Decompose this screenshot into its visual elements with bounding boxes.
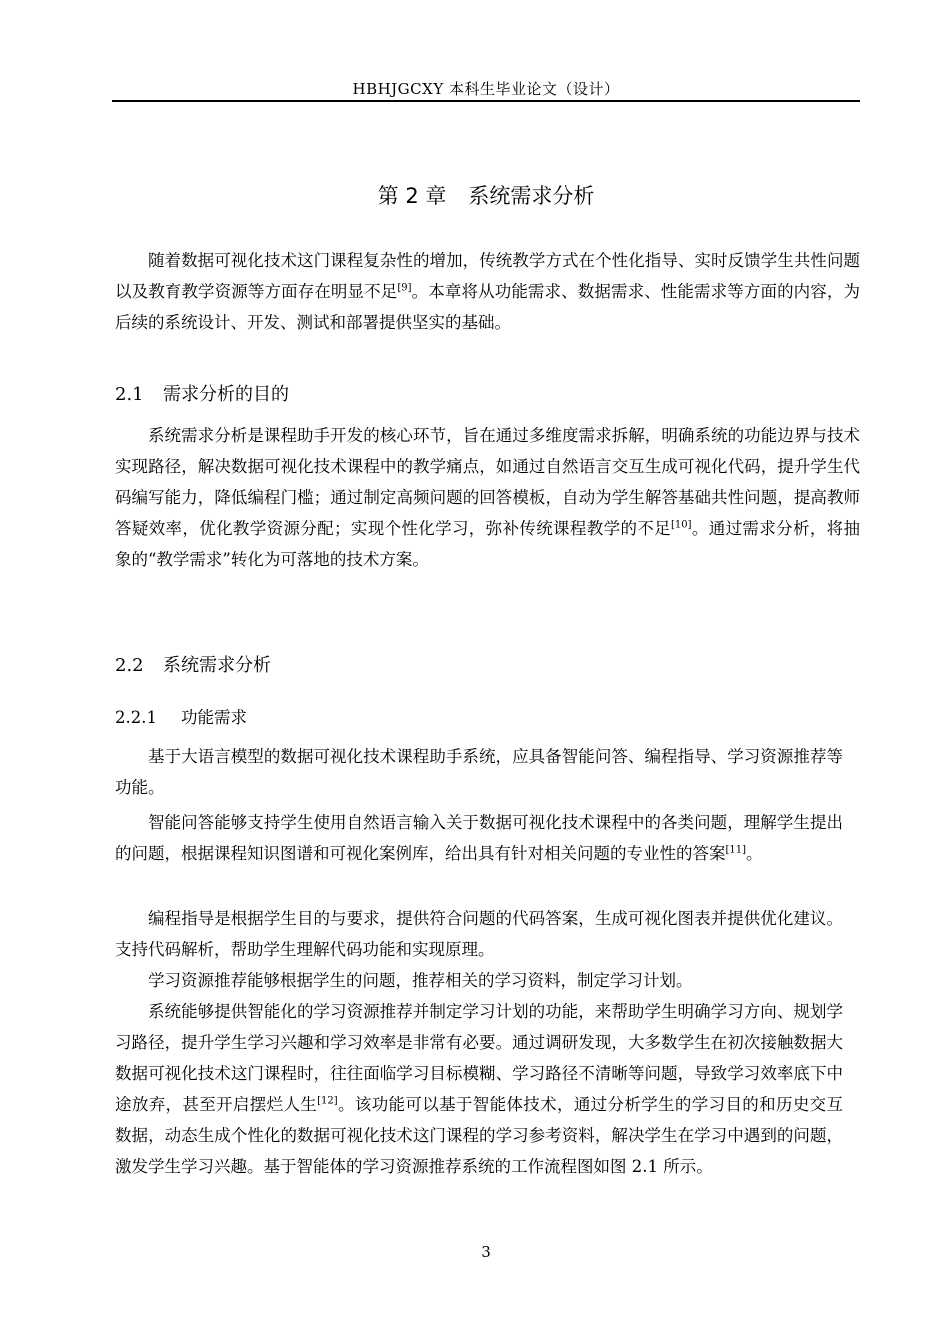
functional-req-paragraph-1: 基于大语言模型的数据可视化技术课程助手系统，应具备智能问答、编程指导、学习资源推荐等功能。 (115, 747, 843, 797)
section-heading-2-2-1: 2.2.1 功能需求 (115, 708, 247, 727)
functional-req-paragraph-3: 编程指导是根据学生目的与要求，提供符合问题的代码答案，生成可视化图表并提供优化建议。支持代码解析，帮助学生理解代码功能和实现原理。 (115, 909, 843, 959)
chapter-title (112, 180, 860, 210)
section-heading-2-2: 2.2 系统需求分析 (115, 655, 271, 676)
intro-paragraph: 随着数据可视化技术这门课程复杂性的增加，传统教学方式在个性化指导、实时反馈学生共性问题以及教育教学资源等方面存在明显不足[9]。本章将从功能需求、数据需求、性能需求等方面的内容，为后续的系统设计、开发、测试和部署提供坚实的基础。 (115, 251, 861, 332)
header-rule (112, 100, 860, 102)
functional-req-paragraph-5: 系统能够提供智能化的学习资源推荐并制定学习计划的功能，来帮助学生明确学习方向、规划学习路径，提升学生学习兴趣和学习效率是非常有必要。通过调研发现，大多数学生在初次接触数据大数据可视化技术这门课程时，往往面临学习目标模糊、学习路径不清晰等问题，导致学习效率底下中途放弃，甚至开启摆烂人生[12]。该功能可以基于智能体技术，通过分析学生的学习目的和历史交互数据，动态生成个性化的数据可视化技术这门课程的学习参考资料，解决学生在学习中遇到的问题，激发学生学习兴趣。基于智能体的学习资源推荐系统的工作流程图如图 2.1 所示。 (115, 1002, 844, 1176)
citation-ref: [12] (317, 1095, 338, 1107)
running-header: HBHJGCXY 本科生毕业论文（设计） (352, 80, 620, 98)
section-heading-2-1: 2.1 需求分析的目的 (115, 384, 289, 405)
citation-ref: [10] (671, 519, 692, 531)
page-number: 3 (481, 1243, 491, 1261)
chapter-name: 系统需求分析 (468, 184, 595, 208)
citation-ref: [11] (725, 844, 747, 856)
functional-req-paragraph-2: 智能问答能够支持学生使用自然语言输入关于数据可视化技术课程中的各类问题，理解学生提出的问题，根据课程知识图谱和可视化案例库，给出具有针对相关问题的专业性的答案[11]。 (115, 813, 843, 863)
section-2-1-paragraph: 系统需求分析是课程助手开发的核心环节，旨在通过多维度需求拆解，明确系统的功能边界与技术实现路径，解决数据可视化技术课程中的教学痛点，如通过自然语言交互生成可视化代码，提升学生代码编写能力，降低编程门槛；通过制定高频问题的回答模板，自动为学生解答基础共性问题，提高教师答疑效率，优化教学资源分配；实现个性化学习，弥补传统课程教学的不足[10]。通过需求分析，将抽象的“教学需求”转化为可落地的技术方案。 (115, 426, 861, 569)
chapter-number: 第 2 章 (377, 184, 447, 208)
citation-ref: [9] (397, 282, 412, 294)
functional-req-paragraph-4: 学习资源推荐能够根据学生的问题，推荐相关的学习资料，制定学习计划。 (148, 971, 693, 990)
